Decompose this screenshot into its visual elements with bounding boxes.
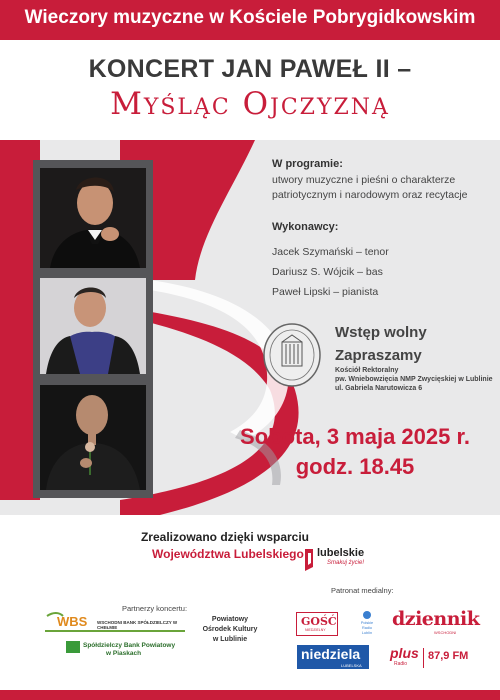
support-text: Zrealizowano dzięki wsparciu <box>140 530 310 544</box>
lubelskie-text: lubelskie <box>317 547 365 559</box>
performers-heading: Wykonawcy: <box>272 221 339 233</box>
program-heading: W programie: <box>272 158 343 170</box>
performer-item: Jacek Szymański – tenor <box>272 246 389 258</box>
lubelskie-logo <box>303 545 373 580</box>
plus-text: plus <box>390 645 419 661</box>
tenor-photo <box>40 168 146 268</box>
support-region: Województwa Lubelskiego <box>152 547 304 561</box>
niedziela-sub: LUBELSKA <box>341 663 362 668</box>
free-entry: Wstęp wolny <box>335 324 427 341</box>
dziennik-sub: WSCHODNI <box>434 630 457 635</box>
performer-item: Paweł Lipski – pianista <box>272 286 379 298</box>
radio-lublin-logo <box>352 610 382 640</box>
lubelskie-tagline: Smakuj życie! <box>327 560 365 566</box>
concert-title: KONCERT JAN PAWEŁ II – <box>88 55 412 83</box>
gosc-logo <box>296 612 338 636</box>
event-series-title: Wieczory muzyczne w Kościele Pobrygidkowskim <box>24 7 476 28</box>
header-band <box>0 0 500 40</box>
footer-band <box>0 690 500 700</box>
pok-logo <box>195 615 265 655</box>
gosc-sub: NIEDZIELNY <box>305 628 326 632</box>
pok-line: w Lublinie <box>212 636 248 643</box>
dziennik-text: dziennik <box>392 608 480 630</box>
concert-subtitle: Myśląc Ojczyzną <box>110 86 390 122</box>
sbp-name: Spółdzielczy Bank Powiatowy <box>83 642 176 649</box>
radio-line: Radio <box>362 626 372 630</box>
pok-line: Powiatowy <box>211 616 249 623</box>
venue-line: pw. Wniebowzięcia NMP Zwycięskiej w Lublinie <box>335 376 493 383</box>
wbs-logo <box>45 612 185 634</box>
media-label: Patronat medialny: <box>331 586 394 595</box>
gosc-text: GOŚĆ <box>301 615 337 628</box>
church-seal-icon <box>262 322 322 388</box>
sbp-location: w Piaskach <box>106 650 142 657</box>
dziennik-logo <box>392 608 480 636</box>
bass-photo <box>40 278 146 374</box>
partners-label: Partnerzy koncertu: <box>122 604 188 613</box>
concert-time: godz. 18.45 <box>295 454 415 479</box>
pianist-photo <box>40 385 146 490</box>
niedziela-logo <box>297 645 369 669</box>
pok-line: Ośrodek Kultury <box>202 626 258 633</box>
wbs-text: WBS <box>57 614 88 629</box>
wbs-fullname: WSCHODNI BANK SPÓŁDZIELCZY W CHEŁMIE <box>97 620 178 630</box>
venue-line: Kościół Rektoralny <box>335 367 399 374</box>
sbp-logo <box>66 640 176 672</box>
plus-radio-logo <box>390 645 470 675</box>
performer-item: Dariusz S. Wójcik – bas <box>272 266 383 278</box>
plus-sub: Radio <box>394 661 408 667</box>
radio-line: Polskie <box>360 621 374 625</box>
program-line: patriotycznym i narodowym oraz recytacje <box>272 189 468 201</box>
niedziela-text: niedziela <box>301 646 361 662</box>
invitation: Zapraszamy <box>335 347 422 364</box>
venue-line: ul. Gabriela Narutowicza 6 <box>335 385 423 392</box>
frequency-text: 87,9 FM <box>428 650 469 662</box>
radio-line: Lublin <box>361 631 373 635</box>
program-line: utwory muzyczne i pieśni o charakterze <box>272 174 456 186</box>
photo-strip <box>33 160 153 498</box>
concert-date: Sobota, 3 maja 2025 r. <box>240 424 470 449</box>
